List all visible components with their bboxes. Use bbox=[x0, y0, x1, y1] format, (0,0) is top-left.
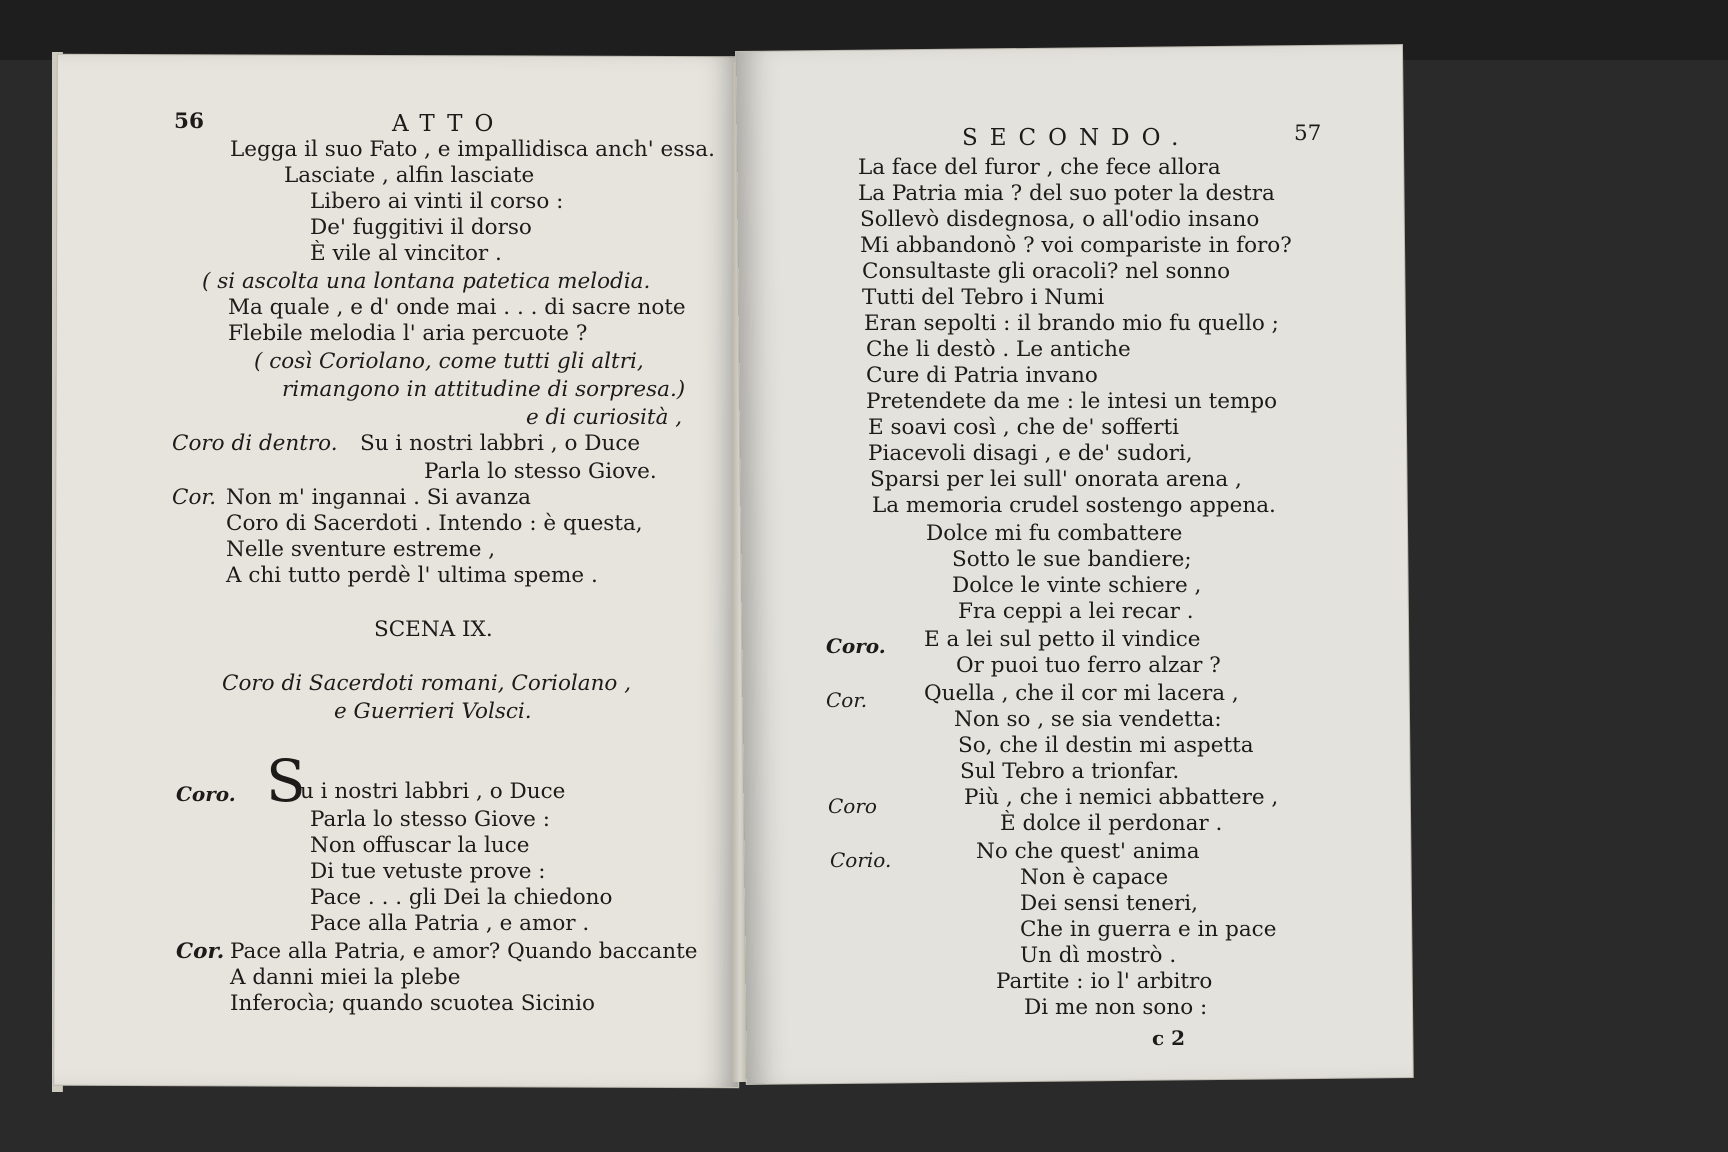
running-head-left: ATTO bbox=[392, 111, 506, 137]
text-line: Dolce le vinte schiere , bbox=[952, 573, 1202, 598]
speaker-label: Coro di dentro. bbox=[172, 431, 338, 456]
text-line: Libero ai vinti il corso : bbox=[310, 189, 564, 214]
text-line: Dolce mi fu combattere bbox=[926, 521, 1183, 546]
text-line: Pace alla Patria, e amor? Quando baccante bbox=[230, 939, 698, 964]
signature-mark: c 2 bbox=[1152, 1026, 1186, 1050]
speaker-label: Coro. bbox=[176, 782, 236, 806]
text-line: Un dì mostrò . bbox=[1020, 943, 1177, 968]
text-line: Eran sepolti : il brando mio fu quello ; bbox=[864, 311, 1279, 336]
stage-direction: e di curiosità , bbox=[526, 405, 683, 430]
text-line: Sollevò disdegnosa, o all'odio insano bbox=[860, 207, 1260, 232]
text-line: La face del furor , che fece allora bbox=[858, 155, 1221, 180]
speaker-label: Corio. bbox=[830, 848, 892, 872]
text-line: La Patria mia ? del suo poter la destra bbox=[858, 181, 1275, 206]
text-line: Lasciate , alfin lasciate bbox=[284, 163, 535, 188]
text-line: Sparsi per lei sull' onorata arena , bbox=[870, 467, 1242, 492]
running-head-right: SECONDO. bbox=[962, 125, 1191, 151]
speaker-label: Coro. bbox=[826, 634, 886, 658]
text-line: La memoria crudel sostengo appena. bbox=[872, 493, 1276, 518]
text-line: È vile al vincitor . bbox=[310, 241, 502, 266]
text-line: Pace . . . gli Dei la chiedono bbox=[310, 885, 613, 910]
scene-cast: Coro di Sacerdoti romani, Coriolano , bbox=[222, 671, 632, 696]
text-line: È dolce il perdonar . bbox=[1000, 811, 1223, 836]
text-line: Flebile melodia l' aria percuote ? bbox=[228, 321, 588, 346]
stage-direction: ( si ascolta una lontana patetica melodia. bbox=[202, 269, 651, 294]
scene-cast: e Guerrieri Volsci. bbox=[334, 699, 532, 724]
text-line: E a lei sul petto il vindice bbox=[924, 627, 1201, 652]
text-line: Quella , che il cor mi lacera , bbox=[924, 681, 1239, 706]
speaker-label: Cor. bbox=[172, 485, 217, 510]
text-line: Pace alla Patria , e amor . bbox=[310, 911, 590, 936]
text-line: Parla lo stesso Giove. bbox=[424, 459, 657, 484]
text-line: Ma quale , e d' onde mai . . . di sacre note bbox=[228, 295, 686, 320]
text-line: Su i nostri labbri , o Duce bbox=[360, 431, 641, 456]
text-line: Piacevoli disagi , e de' sudori, bbox=[868, 441, 1193, 466]
text-line: Cure di Patria invano bbox=[866, 363, 1098, 388]
speaker-label: Cor. bbox=[176, 939, 225, 964]
text-line: Legga il suo Fato , e impallidisca anch' essa. bbox=[230, 137, 715, 162]
text-line: So, che il destin mi aspetta bbox=[958, 733, 1254, 758]
text-line: Più , che i nemici abbattere , bbox=[964, 785, 1279, 810]
text-line: E soavi così , che de' sofferti bbox=[868, 415, 1180, 440]
text-line: Coro di Sacerdoti . Intendo : è questa, bbox=[226, 511, 643, 536]
text-line: Nelle sventure estreme , bbox=[226, 537, 496, 562]
text-line: Che in guerra e in pace bbox=[1020, 917, 1277, 942]
text-line: A chi tutto perdè l' ultima speme . bbox=[226, 563, 598, 588]
stage-direction: rimangono in attitudine di sorpresa.) bbox=[282, 377, 686, 402]
speaker-label: Cor. bbox=[826, 688, 868, 712]
speaker-label: Coro bbox=[828, 794, 877, 818]
page-number-left: 56 bbox=[174, 109, 204, 134]
text-line: Fra ceppi a lei recar . bbox=[958, 599, 1194, 624]
text-line: Mi abbandonò ? voi compariste in foro? bbox=[860, 233, 1292, 258]
text-line: Parla lo stesso Giove : bbox=[310, 807, 550, 832]
text-line: No che quest' anima bbox=[976, 839, 1200, 864]
text-line: Tutti del Tebro i Numi bbox=[862, 285, 1105, 310]
text-line: Or puoi tuo ferro alzar ? bbox=[956, 653, 1221, 678]
text-line: Consultaste gli oracoli? nel sonno bbox=[862, 259, 1231, 284]
text-line: u i nostri labbri , o Duce bbox=[300, 779, 566, 804]
page-number-right: 57 bbox=[1294, 121, 1322, 146]
text-line: Pretendete da me : le intesi un tempo bbox=[866, 389, 1278, 414]
text-line: Dei sensi teneri, bbox=[1020, 891, 1198, 916]
text-line: Non so , se sia vendetta: bbox=[954, 707, 1222, 732]
text-line: A danni miei la plebe bbox=[230, 965, 461, 990]
text-line: Sotto le sue bandiere; bbox=[952, 547, 1192, 572]
text-line: Di me non sono : bbox=[1024, 995, 1208, 1020]
text-line: Inferocìa; quando scuotea Sicinio bbox=[230, 991, 595, 1016]
text-line: Che li destò . Le antiche bbox=[866, 337, 1131, 362]
text-line: Di tue vetuste prove : bbox=[310, 859, 546, 884]
text-line: Sul Tebro a trionfar. bbox=[960, 759, 1180, 784]
text-line: Partite : io l' arbitro bbox=[996, 969, 1213, 994]
text-line: Non è capace bbox=[1020, 865, 1169, 890]
stage-direction: ( così Coriolano, come tutti gli altri, bbox=[254, 349, 644, 374]
text-line: Non m' ingannai . Si avanza bbox=[226, 485, 531, 510]
text-line: Non offuscar la luce bbox=[310, 833, 530, 858]
text-line: De' fuggitivi il dorso bbox=[310, 215, 532, 240]
scene-title: SCENA IX. bbox=[374, 617, 493, 642]
drop-cap: S bbox=[266, 747, 306, 815]
